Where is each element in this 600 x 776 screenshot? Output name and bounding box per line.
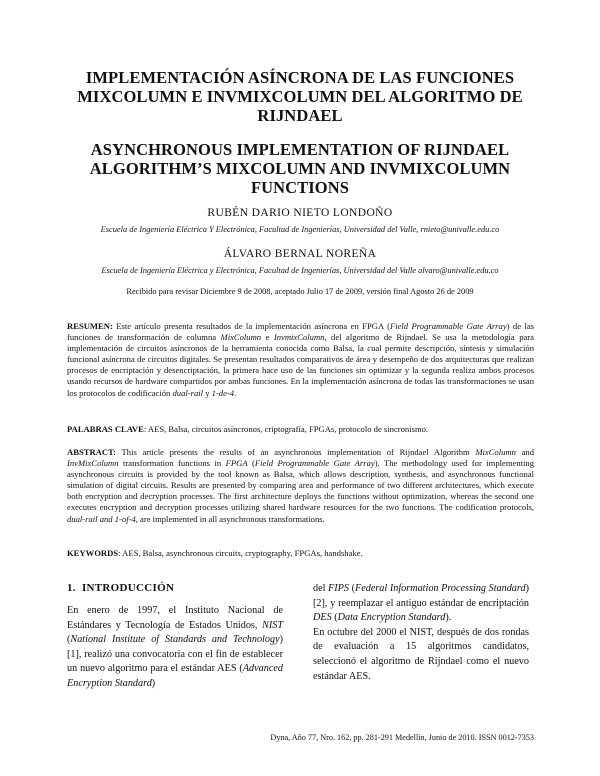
- author-2-name: ÁLVARO BERNAL NOREÑA: [223, 248, 377, 260]
- author-2-affiliation: Escuela de Ingeniería Eléctrica y Electrónica, Facultad de Ingenierías, Universidad del Valle alvaro@univalle.edu.co: [101, 266, 499, 275]
- intro-right-column: [313, 582, 529, 684]
- section-number: 1.: [67, 582, 76, 594]
- english-title: ASYNCHRONOUS IMPLEMENTATION OF RIJNDAEL ALGORITHM’S MIXCOLUMN AND INVMIXCOLUMN FUNCTIONS: [89, 140, 511, 197]
- received-dates: Recibido para revisar Diciembre 9 de 2008, aceptado Julio 17 de 2009, versión final Agosto 26 de 2009: [126, 287, 474, 296]
- intro-right-paragraph-1: del FIPS (Federal Information Processing Standard) [2], y reemplazar el antiguo estándar de encriptación DES (Data Encryption Standard).: [313, 583, 529, 624]
- palabras-clave: PALABRAS CLAVE: AES, Balsa, circuitos asíncronos, criptografía, FPGAs, protocolo de sincronismo.: [67, 424, 429, 434]
- keywords: KEYWORDS: AES, Balsa, asynchronous circuits, cryptography, FPGAs, handshake.: [67, 548, 363, 558]
- author-1-affiliation: Escuela de Ingeniería Eléctrica Y Electrónica, Facultad de Ingenierías, Universidad del Valle, rnieto@univalle.edu.co: [100, 225, 500, 234]
- section-heading-introduccion: [67, 582, 174, 594]
- palabras-clave-label: PALABRAS CLAVE: [67, 424, 144, 434]
- spanish-title: IMPLEMENTACIÓN ASÍNCRONA DE LAS FUNCIONES MIXCOLUMN E INVMIXCOLUMN DEL ALGORITMO DE RIJNDAEL: [77, 68, 523, 125]
- resumen-label: RESUMEN:: [67, 321, 113, 331]
- abstract-paragraph: ABSTRACT: This article presents the results of an asynchronous implementation of Rijndael Algorithm MixColumn and InvMixColumn transformation functions in FPGA (Field Programmable Gate Array). The methodology used for implementing asynchronous circuits is provided by the tool known as Balsa, which allows description, synthesis, and asynchronous functional simulation of digital circuits. Results are presented by comparing area and performance of two different architectures, which execute both encryption and decryption processes. The first architecture deploys the functions without optimization, whereas the second one executes encryption and decryption processes utilizing shared hardware resources for the two functions. The codification protocols, dual-rail and 1-of-4, are implemented in all asynchronous transformations.: [67, 447, 534, 524]
- intro-left-column: En enero de 1997, el Instituto Nacional de Estándares y Tecnología de Estados Unidos, NIST (National Institute of Standards and Technology) [1], realizó una convocatoria con el fin de establecer un nuevo algoritmo para el estándar AES (Advanced Encryption Standard): [67, 605, 283, 689]
- abstract-label: ABSTRACT:: [67, 447, 117, 457]
- section-title: INTRODUCCIÓN: [81, 582, 175, 594]
- journal-footer: Dyna, Año 77, Nro. 162, pp. 281-291 Medellín, Junio de 2010. ISSN 0012-7353: [270, 733, 534, 742]
- author-1-name: RUBÉN DARIO NIETO LONDOÑO: [207, 207, 393, 219]
- keywords-label: KEYWORDS: [67, 548, 119, 558]
- resumen-paragraph: RESUMEN: Este artículo presenta resultados de la implementación asíncrona en FPGA (Field Programmable Gate Array) de las funciones de transformación de columna MixColumn e InvmixColumn, del algoritmo de Rijndael. Se usa la metodología para implementación de circuitos asíncronos de la herramienta conocida como Balsa, la cual permite descripción, síntesis y simulación funcional asíncrona de circuitos digitales. Se presentan resultados comparativos de área y desempeño de dos arquitecturas que realizan procesos de encriptación y desencriptación, la primera hace uso de las funciones sin optimizar y la segunda realiza ambos procesos usando recursos de hardware compartidos por ambas funciones. En la implementación asíncrona de todas las transformaciones se usan los protocolos de codificación dual-rail y 1-de-4.: [67, 321, 534, 398]
- intro-right-paragraph-2: En octubre del 2000 el NIST, después de dos rondas de evaluación a 15 algoritmos candidatos, seleccionó el algoritmo de Rijndael como el nuevo estándar AES.: [313, 626, 529, 682]
